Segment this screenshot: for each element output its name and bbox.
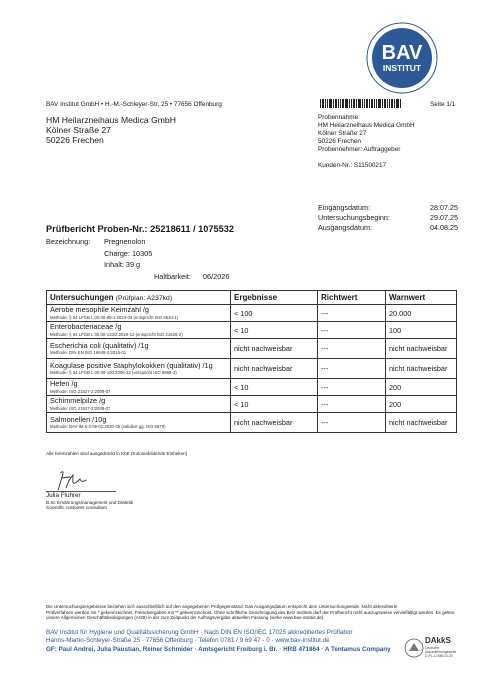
sampling-info <box>318 114 415 170</box>
test-method: Methode: ISO 21527-2:2008-07 <box>50 405 111 411</box>
cell-result: < 100 <box>231 305 318 322</box>
company-footer <box>46 629 396 654</box>
cell-test <box>47 322 231 339</box>
footer-line: Hanns-Martin-Schleyer-Straße 25 · 77656 Offenburg · Telefon 0781 / 9 69 47 - 0 · www.bav-institut.de <box>46 637 330 645</box>
disclaimer <box>46 604 466 621</box>
signer-name: Julia Fluhrer <box>46 492 81 499</box>
cell-warn: nicht nachweisbar <box>386 339 457 359</box>
table-row <box>47 359 457 379</box>
date-label: Untersuchungsbeginn: <box>318 213 390 222</box>
cell-test <box>47 379 231 396</box>
date-row-received <box>318 203 458 212</box>
signer-title: B.Sc Ernährungsmanagement und Diätetik <box>46 499 134 505</box>
test-method: Methode: § 64 LFGB L 00.00-100:2006-12 (entspricht ISO 6888-3) <box>50 370 177 375</box>
cell-test <box>47 359 231 379</box>
cell-warn: 20.000 <box>386 305 457 322</box>
barcode-bar <box>342 99 344 108</box>
barcode-bar <box>325 99 326 108</box>
sampling-label: Probennahme: <box>318 114 360 121</box>
designation-label: Bezeichnung: <box>46 237 91 246</box>
disclaimer-line: Prüfverfahren werden mit * gekennzeichnet, Fremdvergaben mit ** gekennzeichnet. Ohne schriftliche Genehmigung des BAV Instituts darf der Prüfbericht nicht auszugsweise vervielfältigt werden. Es gelten <box>46 609 455 615</box>
barcode-bar <box>322 99 324 108</box>
barcode-bar <box>353 99 355 108</box>
test-name: Salmonellen /10g <box>50 414 107 424</box>
barcode-bar <box>362 99 363 108</box>
shelf-life-label: Haltbarkeit: <box>154 272 191 281</box>
dakks-label: DAkkS <box>425 636 451 645</box>
cell-guide: --- <box>318 339 386 359</box>
barcode-bar <box>396 99 399 108</box>
test-name: Aerobe mesophile Keimzahl /g <box>50 305 149 315</box>
barcode <box>320 99 410 108</box>
cell-guide: --- <box>318 413 386 433</box>
date-label: Eingangsdatum: <box>318 203 370 212</box>
cell-test <box>47 305 231 322</box>
test-method: Methode: DIN EN ISO 16649-3:2016-01 <box>50 350 127 355</box>
cell-result: < 10 <box>231 396 318 413</box>
sampling-name: HM Heilarzneihaus Medica GmbH <box>318 122 415 129</box>
disclaimer-line: Die Untersuchungsergebnisse beziehen sich ausschließlich auf den angegebenen Prüfgegenstand. Das Ausgangsdatum entspricht dem Untersuchungsende. Nicht akkreditierte <box>46 604 398 609</box>
cell-test <box>47 339 231 359</box>
barcode-bar <box>394 99 395 108</box>
header-guide: Richtwert <box>318 291 386 305</box>
table-row <box>47 339 457 359</box>
barcode-bar <box>356 99 357 108</box>
sampling-city: 50226 Frechen <box>318 138 361 145</box>
test-name: Schimmelpilze /g <box>50 396 106 406</box>
recipient-address <box>46 115 176 145</box>
test-name: Escherichia coli (qualitativ) /1g <box>50 340 149 350</box>
date-value: 04.08.25 <box>430 223 458 232</box>
date-row-issued <box>318 223 458 232</box>
barcode-bar <box>340 99 341 108</box>
barcode-bar <box>338 99 339 108</box>
date-label: Ausgangsdatum: <box>318 223 372 232</box>
barcode-bar <box>349 99 350 108</box>
shelf-life-value: 06/2026 <box>203 272 230 281</box>
sampling-street: Kölner Straße 27 <box>318 130 367 137</box>
cell-guide: --- <box>318 322 386 339</box>
barcode-bar <box>327 99 328 108</box>
cell-result: nicht nachweisbar <box>231 359 318 379</box>
cell-test <box>47 396 231 413</box>
cell-result: nicht nachweisbar <box>231 413 318 433</box>
test-name: Hefen /g <box>50 379 78 389</box>
footer-line: BAV Institut für Hygiene und Qualitätssicherung GmbH · Nach DIN EN ISO/IEC 17025 akkreditiertes Prüflabor <box>46 629 353 636</box>
recipient-name: HM Heilarzneihaus Medica GmbH <box>46 115 176 125</box>
header-warn: Warnwert <box>386 291 457 305</box>
dakks-accreditation-mark <box>404 636 466 664</box>
cell-warn: 100 <box>386 322 457 339</box>
dakks-text <box>425 646 456 658</box>
barcode-bar <box>374 99 375 108</box>
barcode-bar <box>389 99 390 108</box>
barcode-bar <box>400 99 401 108</box>
test-method: Methode: BAV-IM-5.4-09-01:2020-05 (validiert gg. ISO 6579) <box>50 424 166 429</box>
designation-value: Pregnenolon <box>104 237 146 246</box>
barcode-bar <box>378 99 381 108</box>
cell-test <box>47 413 231 433</box>
signer-position: Scientific customer consultant <box>46 505 107 511</box>
dakks-line: D-PL-17456-01-00 <box>425 654 454 658</box>
barcode-bar <box>387 99 388 108</box>
recipient-street: Kölner Straße 27 <box>46 125 111 135</box>
sender-line: BAV Institut GmbH • H.-M.-Schleyer-Str. 25 • 77656 Offenburg <box>46 101 222 108</box>
cell-warn: nicht nachweisbar <box>386 359 457 379</box>
signer-block <box>46 492 133 511</box>
dakks-line: Akkreditierungsstelle <box>425 650 457 654</box>
header-results: Ergebnisse <box>231 291 318 305</box>
cell-warn: nicht nachweisbar <box>386 413 457 433</box>
disclaimer-line: unsere Allgemeinen Geschäftsbedingungen (AGB) in der zum Zeitpunkt der Auftragsvergabe aktuellen Fassung (siehe www.bav-institut.de). <box>46 615 325 621</box>
cell-warn: 200 <box>386 396 457 413</box>
barcode-bar <box>335 99 337 108</box>
dakks-line: Deutsche <box>425 646 440 650</box>
page-label: Seite 1/1 <box>430 101 456 108</box>
test-name: Koagulase positive Staphylokokken (qualitativ) /1g <box>50 360 213 370</box>
barcode-bar <box>384 99 386 108</box>
test-method: Methode: § 64 LFGB L 00.00-133/2:2019-12 (entspricht ISO 21528-2) <box>50 331 183 337</box>
recipient-city: 50226 Frechen <box>46 135 104 145</box>
table-note: Alle Keimzahlen sind ausgedrückt in KbE (Koloniebildende Einheiten) <box>46 451 188 456</box>
cell-result: < 10 <box>231 379 318 396</box>
barcode-bar <box>369 99 370 108</box>
barcode-bar <box>351 99 352 108</box>
barcode-bar <box>333 99 334 108</box>
results-table <box>46 290 457 433</box>
cell-guide: --- <box>318 305 386 322</box>
table-row <box>47 322 457 339</box>
cell-guide: --- <box>318 359 386 379</box>
customer-number: Kunden-Nr.: S11500217 <box>318 162 387 169</box>
table-row <box>47 305 457 322</box>
logo-text-bav: BAV <box>381 42 423 64</box>
cell-result: < 10 <box>231 322 318 339</box>
barcode-bar <box>382 99 383 108</box>
barcode-bar <box>391 99 393 108</box>
header-plan: (Prüfplan: A237kd) <box>115 295 173 302</box>
barcode-bar <box>358 99 361 108</box>
bav-institut-logo <box>366 22 438 94</box>
barcode-bar <box>371 99 373 108</box>
date-value: 28.07.25 <box>430 203 458 212</box>
dakks-emblem-icon <box>404 638 424 658</box>
table-row <box>47 396 457 413</box>
barcode-bar <box>345 99 348 108</box>
barcode-bar <box>329 99 332 108</box>
date-value: 29.07.25 <box>430 213 458 222</box>
table-row <box>47 413 457 433</box>
test-name: Enterobacteriaceae /g <box>50 322 122 332</box>
test-method: Methode: § 64 LFGB L 00.00-88-1:2023-04 (entspricht ISO 4833-1) <box>50 314 179 320</box>
table-header-row <box>47 291 457 305</box>
test-method: Methode: ISO 21527-2:2008-07 <box>50 388 111 394</box>
cell-warn: 200 <box>386 379 457 396</box>
cell-guide: --- <box>318 396 386 413</box>
report-title: Prüfbericht Proben-Nr.: 25218611 / 1075532 <box>46 224 234 234</box>
footer-line: GF: Paul Andrei, Julia Paustian, Reiner Schmider · Amtsgericht Freiburg i. Br. · HRB 471864 · A Tentamus Company <box>46 645 391 653</box>
header-exam-label: Untersuchungen <box>50 293 114 302</box>
table-row <box>47 379 457 396</box>
cell-guide: --- <box>318 379 386 396</box>
sampling-taker: Probennehmer: Auftraggeber <box>318 146 401 153</box>
batch-value: Charge: 10305 <box>104 249 153 258</box>
content-value: Inhalt: 39 g <box>104 260 141 269</box>
barcode-bar <box>366 99 368 108</box>
barcode-bar <box>376 99 377 108</box>
logo-text-institut: INSTITUT <box>382 63 422 73</box>
barcode-bar <box>320 99 321 108</box>
date-row-start <box>318 213 458 222</box>
header-exam <box>47 291 231 305</box>
barcode-bar <box>364 99 365 108</box>
cell-result: nicht nachweisbar <box>231 339 318 359</box>
signature <box>48 470 96 492</box>
